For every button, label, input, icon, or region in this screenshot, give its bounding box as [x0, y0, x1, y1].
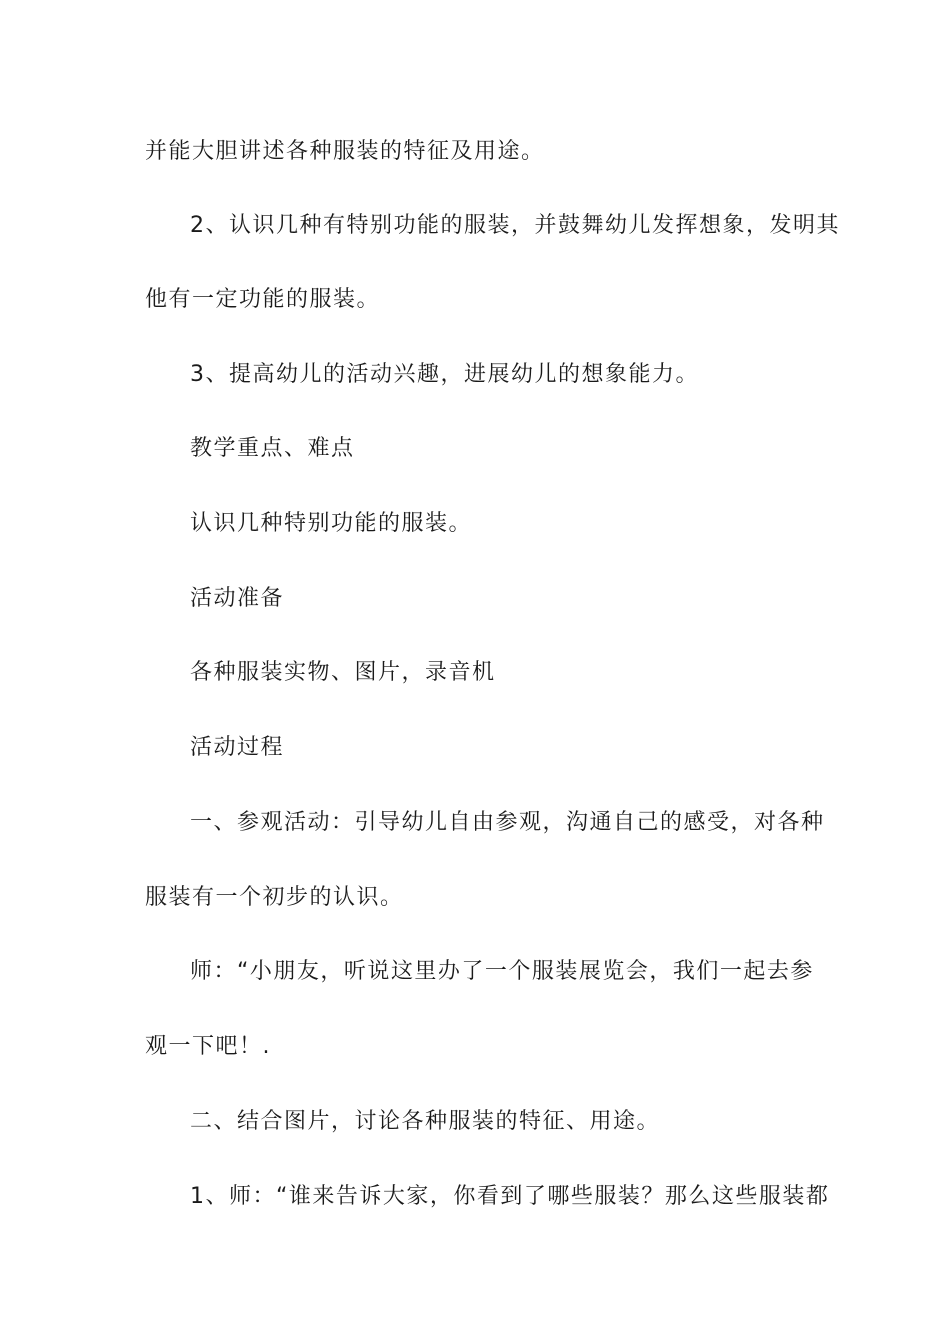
text-line: 并能大胆讲述各种服装的特征及用途。: [145, 139, 545, 164]
text-line: 一、参观活动：引导幼儿自由参观，沟通自己的感受，对各种: [190, 810, 825, 835]
text-line: 认识几种特别功能的服装。: [190, 511, 473, 536]
text-line: 服装有一个初步的认识。: [145, 885, 404, 910]
text-line: 二、结合图片，讨论各种服装的特征、用途。: [190, 1109, 661, 1134]
text-line: 他有一定功能的服装。: [145, 287, 381, 312]
text-line: 各种服装实物、图片，录音机: [190, 660, 496, 685]
text-line: 观一下吧！.: [145, 1034, 271, 1059]
section-heading: 活动准备: [190, 586, 285, 611]
text-line: 2、认识几种有特别功能的服装，并鼓舞幼儿发挥想象，发明其: [190, 213, 840, 238]
section-heading: 活动过程: [190, 735, 285, 760]
text-line: 师：“小朋友，听说这里办了一个服装展览会，我们一起去参: [190, 959, 814, 984]
text-line: 1、师：“谁来告诉大家，你看到了哪些服装？那么这些服装都: [190, 1184, 830, 1209]
text-line: 3、提高幼儿的活动兴趣，进展幼儿的想象能力。: [190, 362, 699, 387]
section-heading: 教学重点、难点: [190, 436, 355, 461]
